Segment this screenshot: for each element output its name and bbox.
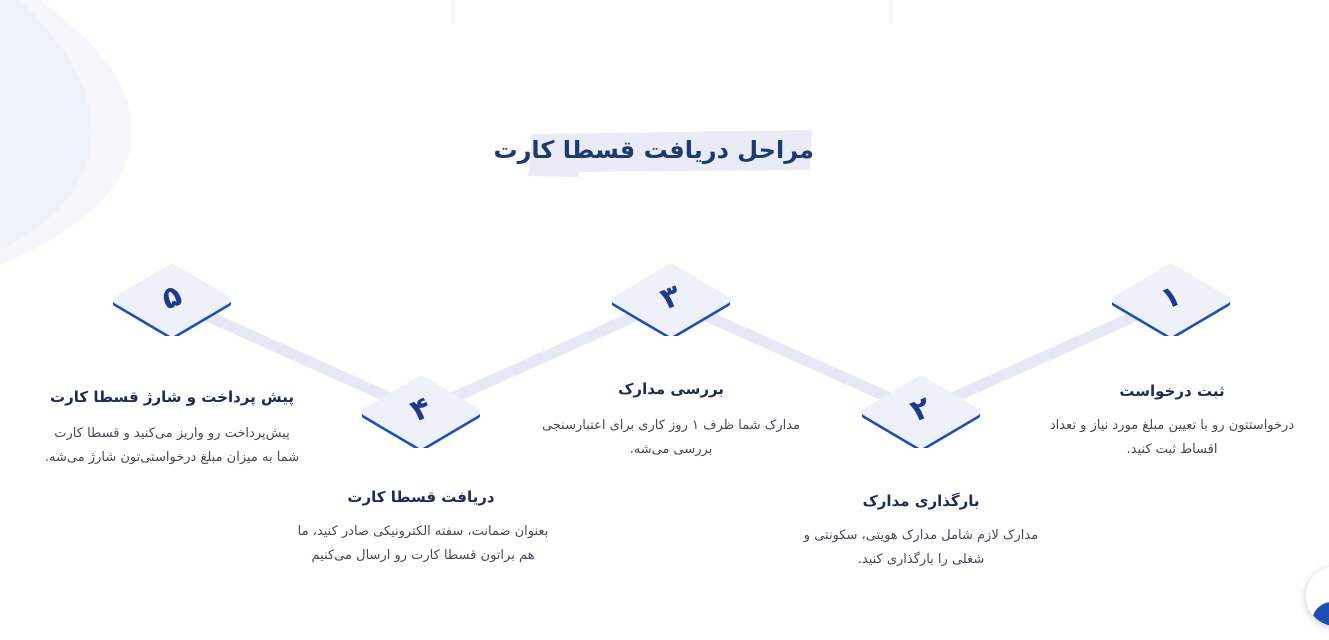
step-badge-4	[362, 376, 480, 448]
step-badge-2	[862, 376, 980, 448]
step-description-3: مدارک شما ظرف ۱ روز کاری برای اعتبارسنجی بررسی می‌شه.	[541, 418, 801, 457]
step-description-5: پیش‌پرداخت رو واریز می‌کنید و قسطا کارت شما به میزان مبلغ درخواستی‌تون شارژ می‌شه.	[44, 426, 300, 465]
step-title-2: بارگذاری مدارک	[862, 492, 980, 510]
step-number-2: ۲	[905, 389, 936, 430]
step-title-3: بررسی مدارک	[618, 380, 724, 398]
step-badge-3	[612, 264, 730, 336]
step-title-1: ثبت درخواست	[1119, 382, 1225, 400]
step-number-5: ۵	[156, 277, 187, 318]
step-number-4: ۴	[405, 389, 436, 430]
step-number-1: ۱	[1155, 277, 1186, 318]
step-description-1: درخواستتون رو با تعیین مبلغ مورد نیاز و تعداد اقساط ثبت کنید.	[1049, 418, 1295, 457]
section-title: مراحل دریافت قسطا کارت	[493, 136, 814, 164]
step-title-5: پیش پرداخت و شارژ قسطا کارت	[50, 388, 294, 406]
step-title-4: دریافت قسطا کارت	[347, 488, 495, 506]
step-description-4: بعنوان ضمانت، سفته الکترونیکی صادر کنید، ما هم براتون قسطا کارت رو ارسال می‌کنیم	[297, 524, 549, 563]
step-badge-1	[1112, 264, 1230, 336]
step-description-2: مدارک لازم شامل مدارک هویتی، سکونتی و شغلی را بارگذاری کنید.	[803, 528, 1039, 567]
step-number-3: ۳	[655, 277, 686, 318]
support-icon	[1312, 602, 1329, 626]
step-badge-5	[113, 264, 231, 336]
